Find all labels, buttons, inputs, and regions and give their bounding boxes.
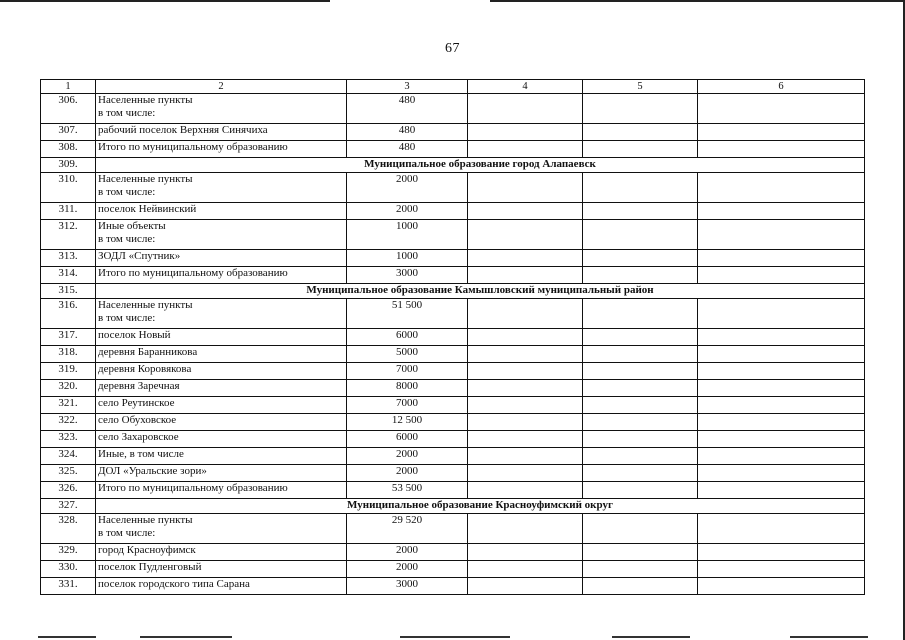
item-value: 12 500 [347, 414, 468, 431]
empty-cell [583, 94, 698, 124]
item-name-line: в том числе: [98, 312, 156, 324]
item-name [96, 414, 347, 431]
empty-cell [468, 561, 583, 578]
item-value: 1000 [347, 220, 468, 250]
scan-edge-top-gap [330, 0, 490, 2]
scan-edge-bottom [38, 636, 96, 638]
item-value: 6000 [347, 329, 468, 346]
empty-cell [698, 431, 865, 448]
row-number: 306. [41, 94, 96, 124]
item-value: 2000 [347, 561, 468, 578]
row-number: 330. [41, 561, 96, 578]
item-name-line: ДОЛ «Уральские зори» [98, 465, 207, 477]
table-row [41, 380, 865, 397]
empty-cell [468, 448, 583, 465]
table-row [41, 482, 865, 499]
row-number: 327. [41, 499, 96, 514]
item-name [96, 465, 347, 482]
empty-cell [698, 514, 865, 544]
item-name [96, 346, 347, 363]
empty-cell [698, 141, 865, 158]
empty-cell [698, 173, 865, 203]
item-name-line: поселок Нейвинский [98, 203, 197, 215]
column-header: 4 [468, 80, 583, 94]
item-name-line: деревня Баранникова [98, 346, 198, 358]
table-row [41, 124, 865, 141]
item-name-line: село Обуховское [98, 414, 177, 426]
table-row [41, 329, 865, 346]
column-header: 5 [583, 80, 698, 94]
row-number: 312. [41, 220, 96, 250]
item-value: 2000 [347, 203, 468, 220]
item-value: 53 500 [347, 482, 468, 499]
empty-cell [468, 299, 583, 329]
item-name [96, 431, 347, 448]
item-name-line: Итого по муниципальному образованию [98, 267, 288, 279]
empty-cell [468, 544, 583, 561]
row-number: 328. [41, 514, 96, 544]
document-table [40, 79, 865, 595]
row-number: 314. [41, 267, 96, 284]
item-name-line: Иные, в том числе [98, 448, 184, 460]
empty-cell [698, 380, 865, 397]
empty-cell [583, 514, 698, 544]
table-row [41, 514, 865, 544]
item-name [96, 578, 347, 595]
section-row [41, 284, 865, 299]
empty-cell [468, 431, 583, 448]
table-row [41, 465, 865, 482]
item-value: 480 [347, 124, 468, 141]
empty-cell [583, 250, 698, 267]
empty-cell [698, 267, 865, 284]
empty-cell [468, 346, 583, 363]
empty-cell [698, 363, 865, 380]
item-name [96, 220, 347, 250]
column-header: 3 [347, 80, 468, 94]
empty-cell [468, 267, 583, 284]
empty-cell [583, 414, 698, 431]
table-row [41, 397, 865, 414]
table-row [41, 173, 865, 203]
section-title: Муниципальное образование город Алапаевск [96, 158, 865, 173]
item-name-line: поселок Пудленговый [98, 561, 202, 573]
empty-cell [468, 482, 583, 499]
item-name [96, 380, 347, 397]
table-row [41, 431, 865, 448]
table-row [41, 346, 865, 363]
empty-cell [583, 346, 698, 363]
item-value: 2000 [347, 448, 468, 465]
column-header: 1 [41, 80, 96, 94]
empty-cell [698, 220, 865, 250]
empty-cell [583, 141, 698, 158]
row-number: 331. [41, 578, 96, 595]
empty-cell [698, 561, 865, 578]
column-header: 2 [96, 80, 347, 94]
item-name-line: деревня Коровякова [98, 363, 192, 375]
item-name-line: Населенные пункты [98, 94, 193, 106]
empty-cell [698, 203, 865, 220]
item-value: 8000 [347, 380, 468, 397]
item-name [96, 482, 347, 499]
empty-cell [698, 578, 865, 595]
empty-cell [468, 397, 583, 414]
item-name-line: Итого по муниципальному образованию [98, 141, 288, 153]
row-number: 329. [41, 544, 96, 561]
empty-cell [468, 203, 583, 220]
item-name-line: Населенные пункты [98, 514, 193, 526]
empty-cell [468, 173, 583, 203]
empty-cell [468, 329, 583, 346]
empty-cell [698, 448, 865, 465]
item-name-line: деревня Заречная [98, 380, 180, 392]
section-row [41, 499, 865, 514]
item-value: 2000 [347, 465, 468, 482]
scan-edge-bottom [140, 636, 232, 638]
row-number: 317. [41, 329, 96, 346]
item-value: 2000 [347, 544, 468, 561]
item-value: 1000 [347, 250, 468, 267]
table-row [41, 363, 865, 380]
item-name-line: ЗОДЛ «Спутник» [98, 250, 181, 262]
item-name [96, 94, 347, 124]
table-row [41, 250, 865, 267]
table-body [41, 80, 865, 595]
item-value: 480 [347, 141, 468, 158]
table-row [41, 299, 865, 329]
item-name-line: в том числе: [98, 527, 156, 539]
item-name [96, 363, 347, 380]
item-name [96, 329, 347, 346]
empty-cell [583, 203, 698, 220]
empty-cell [583, 482, 698, 499]
row-number: 321. [41, 397, 96, 414]
column-header: 6 [698, 80, 865, 94]
empty-cell [468, 514, 583, 544]
row-number: 307. [41, 124, 96, 141]
item-value: 3000 [347, 578, 468, 595]
empty-cell [698, 94, 865, 124]
item-value: 480 [347, 94, 468, 124]
empty-cell [698, 544, 865, 561]
empty-cell [583, 267, 698, 284]
scan-edge-bottom [612, 636, 690, 638]
section-row [41, 158, 865, 173]
empty-cell [583, 578, 698, 595]
empty-cell [468, 141, 583, 158]
empty-cell [468, 414, 583, 431]
item-name-line: село Захаровское [98, 431, 179, 443]
table-row [41, 544, 865, 561]
section-title: Муниципальное образование Камышловский муниципальный район [96, 284, 865, 299]
empty-cell [583, 363, 698, 380]
item-name-line: Иные объекты [98, 220, 166, 232]
row-number: 326. [41, 482, 96, 499]
item-value: 3000 [347, 267, 468, 284]
empty-cell [468, 94, 583, 124]
row-number: 313. [41, 250, 96, 267]
section-title: Муниципальное образование Красноуфимский округ [96, 499, 865, 514]
item-name-line: село Реутинское [98, 397, 175, 409]
item-name [96, 448, 347, 465]
item-value: 2000 [347, 173, 468, 203]
table-row [41, 414, 865, 431]
empty-cell [468, 124, 583, 141]
scan-edge-bottom [400, 636, 510, 638]
item-value: 6000 [347, 431, 468, 448]
item-name [96, 124, 347, 141]
empty-cell [468, 363, 583, 380]
table-row [41, 141, 865, 158]
empty-cell [583, 380, 698, 397]
empty-cell [468, 250, 583, 267]
row-number: 320. [41, 380, 96, 397]
item-name [96, 561, 347, 578]
table-row [41, 220, 865, 250]
item-name [96, 173, 347, 203]
empty-cell [468, 578, 583, 595]
empty-cell [468, 220, 583, 250]
empty-cell [698, 329, 865, 346]
empty-cell [583, 329, 698, 346]
empty-cell [583, 299, 698, 329]
item-value: 7000 [347, 363, 468, 380]
item-name [96, 203, 347, 220]
item-name-line: в том числе: [98, 107, 156, 119]
empty-cell [583, 124, 698, 141]
empty-cell [698, 482, 865, 499]
table-row [41, 561, 865, 578]
empty-cell [583, 561, 698, 578]
row-number: 309. [41, 158, 96, 173]
scan-edge-bottom [790, 636, 868, 638]
item-name-line: Населенные пункты [98, 173, 193, 185]
item-name-line: в том числе: [98, 186, 156, 198]
item-name-line: поселок Новый [98, 329, 171, 341]
item-name [96, 141, 347, 158]
item-name [96, 544, 347, 561]
table-row [41, 578, 865, 595]
empty-cell [698, 465, 865, 482]
row-number: 323. [41, 431, 96, 448]
empty-cell [698, 299, 865, 329]
row-number: 319. [41, 363, 96, 380]
row-number: 324. [41, 448, 96, 465]
row-number: 322. [41, 414, 96, 431]
empty-cell [583, 220, 698, 250]
empty-cell [698, 397, 865, 414]
row-number: 318. [41, 346, 96, 363]
row-number: 308. [41, 141, 96, 158]
empty-cell [698, 346, 865, 363]
item-name-line: поселок городского типа Сарана [98, 578, 250, 590]
item-name [96, 267, 347, 284]
item-name [96, 397, 347, 414]
item-name-line: Итого по муниципальному образованию [98, 482, 288, 494]
row-number: 316. [41, 299, 96, 329]
item-name-line: Населенные пункты [98, 299, 193, 311]
table-row [41, 94, 865, 124]
empty-cell [583, 544, 698, 561]
empty-cell [468, 465, 583, 482]
empty-cell [583, 397, 698, 414]
page-number: 67 [445, 41, 460, 56]
row-number: 310. [41, 173, 96, 203]
table-header-row [41, 80, 865, 94]
empty-cell [583, 173, 698, 203]
item-name-line: в том числе: [98, 233, 156, 245]
row-number: 325. [41, 465, 96, 482]
item-name [96, 299, 347, 329]
empty-cell [468, 380, 583, 397]
empty-cell [583, 448, 698, 465]
item-value: 29 520 [347, 514, 468, 544]
empty-cell [698, 250, 865, 267]
item-value: 51 500 [347, 299, 468, 329]
empty-cell [583, 431, 698, 448]
item-name-line: город Красноуфимск [98, 544, 196, 556]
empty-cell [698, 414, 865, 431]
row-number: 311. [41, 203, 96, 220]
item-name [96, 250, 347, 267]
table-row [41, 267, 865, 284]
item-value: 7000 [347, 397, 468, 414]
table-row [41, 448, 865, 465]
row-number: 315. [41, 284, 96, 299]
table-row [41, 203, 865, 220]
empty-cell [583, 465, 698, 482]
item-name [96, 514, 347, 544]
empty-cell [698, 124, 865, 141]
item-name-line: рабочий поселок Верхняя Синячиха [98, 124, 268, 136]
item-value: 5000 [347, 346, 468, 363]
